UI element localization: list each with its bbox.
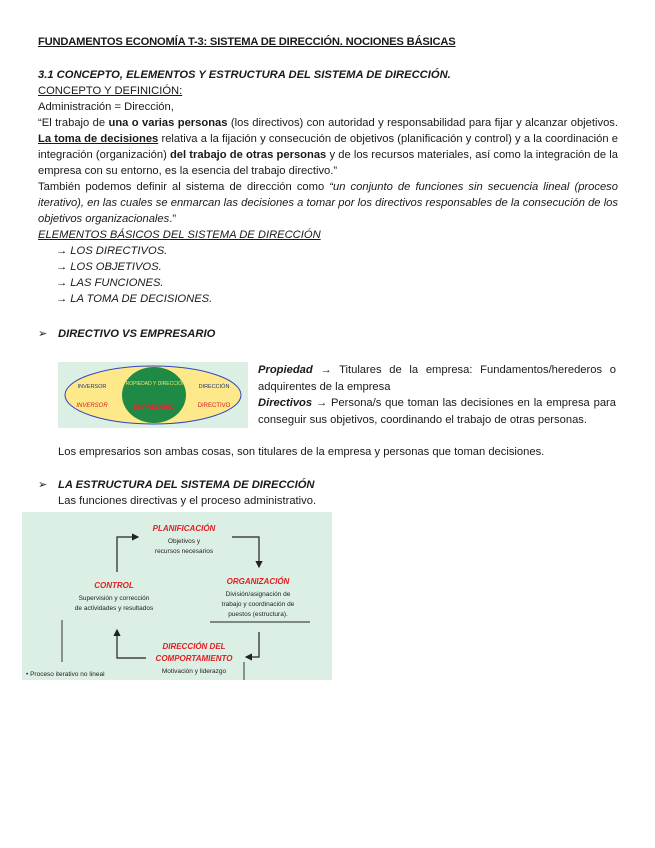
arrow-direction-to-control — [117, 630, 146, 658]
venn-svg — [58, 362, 248, 428]
directivos-definition — [258, 395, 616, 428]
para2-text-1: También podemos definir al sistema de dirección como — [38, 181, 330, 193]
section2-heading-text: DIRECTIVO VS EMPRESARIO — [58, 328, 216, 340]
management-cycle-diagram — [22, 512, 332, 680]
section3-heading — [38, 477, 618, 493]
venn-left-bottom: INVERSOR — [76, 403, 108, 409]
directivos-label: Directivos — [258, 397, 313, 409]
para1-bold-1: una o varias personas — [108, 117, 228, 129]
elements-heading: ELEMENTOS BÁSICOS DEL SISTEMA DE DIRECCIÓN — [38, 229, 321, 241]
empresarios-line: Los empresarios son ambas cosas, son titulares de la empresa y personas que toman decisiones. — [58, 446, 545, 458]
bullet-arrow-icon: ➢ — [38, 479, 48, 491]
para1-bold-2: del trabajo de otras personas — [169, 149, 327, 161]
section3-heading-text: LA ESTRUCTURA DEL SISTEMA DE DIRECCIÓN — [58, 479, 315, 491]
venn-diagram — [58, 362, 248, 428]
cycle-footnote: • Proceso iterativo no lineal — [26, 671, 105, 678]
venn-right-top: DIRECCIÓN — [198, 384, 230, 390]
direction-label-1: DIRECCIÓN DEL — [162, 642, 226, 651]
organization-desc-2: trabajo y coordinación de — [221, 601, 295, 608]
venn-center-ellipse — [122, 367, 186, 423]
alternative-definition — [38, 179, 618, 227]
section3-subtitle: Las funciones directivas y el proceso administrativo. — [58, 495, 317, 507]
planning-desc-1: Objetivos y — [167, 538, 201, 545]
para1-text-4: y de los recursos materiales, así como la integración de la empresa con su entorno, es la esencia del trabajo directivo.” — [38, 149, 618, 177]
para2-text-2: .” — [169, 213, 177, 225]
organization-desc-1: División/asignación de — [225, 591, 291, 598]
para1-bold-underline: La toma de decisiones — [38, 133, 159, 145]
control-desc-1: Supervisión y corrección — [78, 595, 150, 602]
element-item: → LAS FUNCIONES. — [56, 277, 164, 289]
concept-heading: CONCEPTO Y DEFINICIÓN: — [38, 85, 183, 97]
directivos-text: → Persona/s que toman las decisiones en la empresa para conseguir sus objetivos, coordinando el trabajo de otras personas. — [258, 397, 616, 426]
definition-paragraph — [38, 115, 618, 179]
planning-label: PLANIFICACIÓN — [152, 524, 216, 533]
element-item: → LA TOMA DE DECISIONES. — [56, 293, 213, 305]
section3-block — [38, 477, 618, 509]
para2-italic: “un conjunto de funciones sin secuencia lineal (proceso iterativo), en las cuales se enmarcan las decisiones a tomar por los directivos responsables de la consecución de los objetivos organizacionales — [38, 181, 618, 225]
cycle-svg — [22, 512, 332, 680]
propiedad-definition — [258, 362, 616, 395]
direction-label-2: COMPORTAMIENTO — [155, 654, 233, 663]
propiedad-text: → Titulares de la empresa: Fundamentos/herederos o adquirentes de la empresa — [258, 364, 616, 393]
admin-line: Administración = Dirección, — [38, 101, 174, 113]
section2-heading — [38, 326, 618, 342]
arrow-planning-to-organization — [232, 537, 259, 567]
venn-middle-top: PROPIEDAD Y DIRECCIÓN — [122, 381, 186, 387]
section1-heading: 3.1 CONCEPTO, ELEMENTOS Y ESTRUCTURA DEL SISTEMA DE DIRECCIÓN. — [38, 69, 451, 81]
element-item: → LOS OBJETIVOS. — [56, 261, 162, 273]
element-item: → LOS DIRECTIVOS. — [56, 245, 168, 257]
para1-text-3: relativa a la fijación y consecución de objetivos (planificación y control) y a la coordinación e integración (organización) — [38, 133, 618, 161]
planning-desc-2: recursos necesarios — [154, 548, 214, 555]
arrow-organization-to-direction — [246, 632, 259, 657]
bullet-arrow-icon: ➢ — [38, 328, 48, 340]
direction-desc: Motivación y liderazgo — [161, 668, 227, 675]
organization-label: ORGANIZACIÓN — [226, 577, 290, 586]
page-title: FUNDAMENTOS ECONOMÍA T-3: SISTEMA DE DIRECCIÓN. NOCIONES BÁSICAS — [38, 36, 456, 48]
para1-text-2: (los directivos) con autoridad y responsabilidad para fijar y alcanzar objetivos. — [227, 117, 618, 129]
document-body — [38, 34, 618, 342]
arrow-control-to-planning — [117, 537, 138, 572]
control-desc-2: de actividades y resultados — [74, 605, 154, 612]
organization-desc-3: puestos (estructura). — [228, 611, 288, 618]
venn-middle-bottom: EMPRESARIO — [133, 405, 175, 411]
control-label: CONTROL — [94, 581, 134, 590]
venn-right-bottom: DIRECTIVO — [197, 403, 231, 409]
propiedad-label: Propiedad — [258, 364, 313, 376]
venn-left-top: INVERSOR — [77, 384, 107, 390]
definitions-block — [258, 362, 616, 428]
para1-text-1: “El trabajo de — [38, 117, 109, 129]
